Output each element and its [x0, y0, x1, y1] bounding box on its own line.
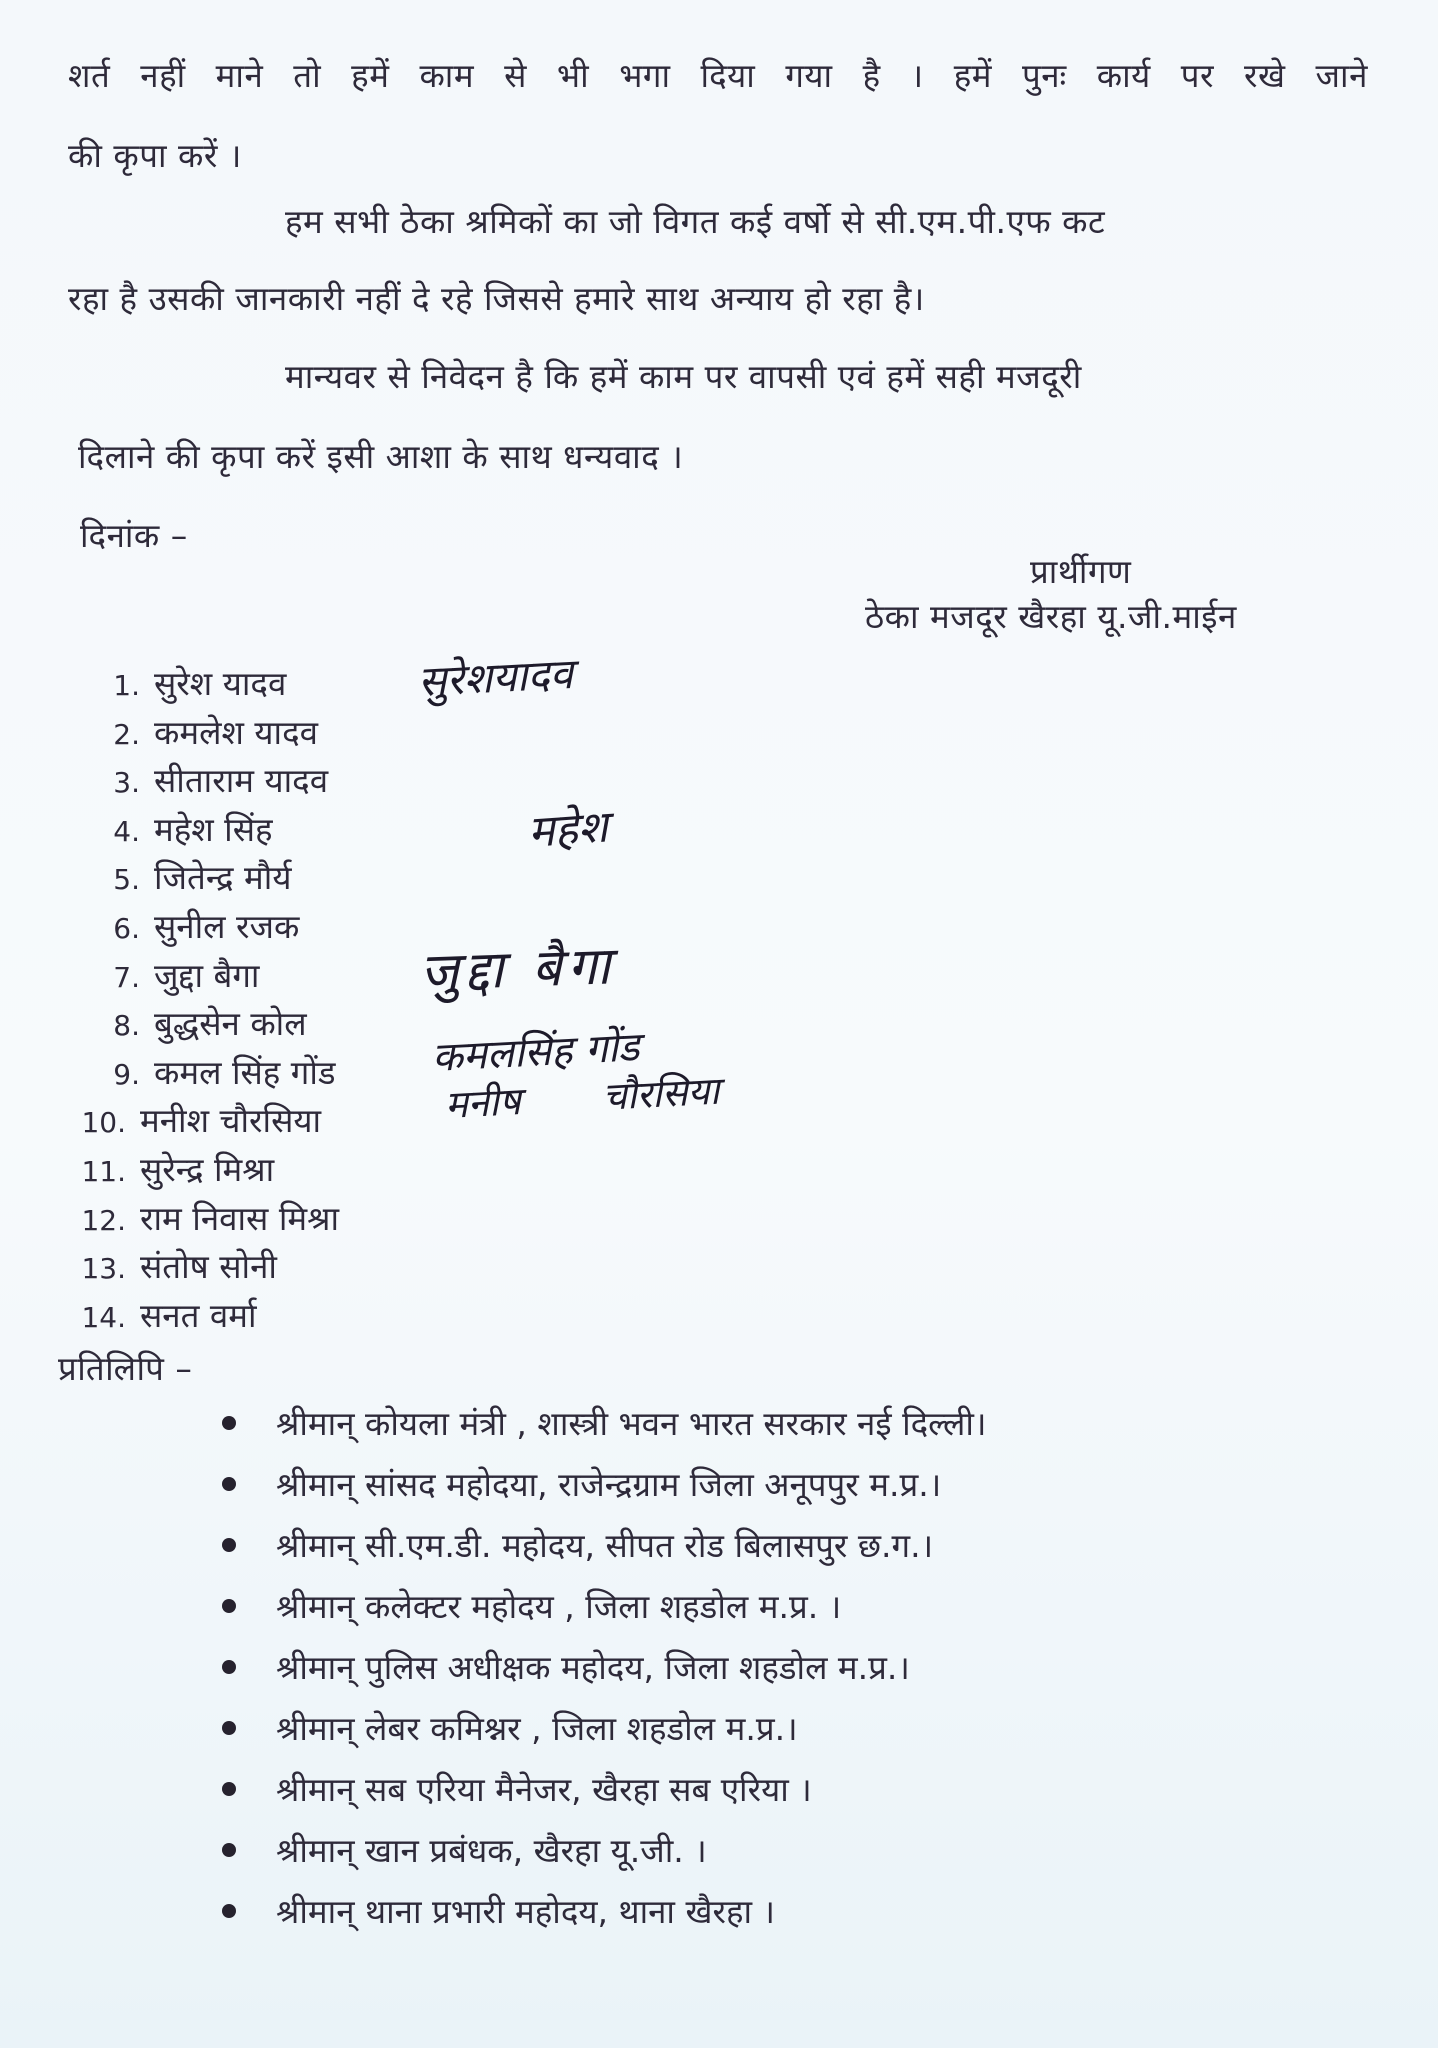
- copy-label: प्रतिलिपि –: [58, 1349, 193, 1388]
- worker-name: राम निवास मिश्रा: [140, 1198, 340, 1238]
- worker-number: 2.: [113, 717, 140, 751]
- worker-list-item: [92, 709, 318, 754]
- paragraph-1-word: भी: [556, 56, 590, 95]
- worker-list-item: [92, 806, 273, 851]
- paragraph-1-word: तो: [293, 56, 322, 95]
- worker-number: 3.: [113, 766, 140, 800]
- worker-number: 9.: [113, 1057, 140, 1091]
- worker-name: संतोष सोनी: [140, 1247, 277, 1287]
- signature-1: सुरेशयादव: [416, 648, 575, 706]
- worker-name: बुद्धसेन कोल: [154, 1004, 307, 1044]
- copy-recipient: श्रीमान् कोयला मंत्री , शास्त्री भवन भारत सरकार नई दिल्ली।: [276, 1404, 987, 1443]
- worker-name: सुरेश यादव: [154, 664, 287, 703]
- worker-list-item: [92, 757, 328, 802]
- worker-name: सुरेन्द्र मिश्रा: [140, 1150, 275, 1189]
- paragraph-1-word: माने: [215, 56, 264, 95]
- paragraph-1-word: रखे: [1244, 56, 1286, 95]
- copy-list-item: [222, 1766, 812, 1811]
- worker-list-item: [92, 952, 259, 997]
- worker-list-item: [92, 854, 291, 899]
- copy-recipient: श्रीमान् थाना प्रभारी महोदय, थाना खैरहा ।: [276, 1892, 776, 1931]
- worker-number: 12.: [81, 1203, 126, 1237]
- worker-number: 4.: [113, 814, 140, 848]
- copy-list-item: [222, 1827, 707, 1872]
- paragraph-1-word: ।: [910, 56, 924, 95]
- worker-list-item: [78, 1146, 274, 1191]
- copy-list-item: [222, 1461, 941, 1506]
- paragraph-1-word: है: [862, 56, 881, 95]
- bullet-icon: [222, 1660, 236, 1674]
- worker-name: सनत वर्मा: [140, 1295, 257, 1335]
- copy-recipient: श्रीमान् सब एरिया मैनेजर, खैरहा सब एरिया ।: [276, 1770, 812, 1809]
- bullet-icon: [222, 1782, 236, 1796]
- worker-number: 11.: [81, 1155, 126, 1188]
- paragraph-2-line-1: हम सभी ठेका श्रमिकों का जो विगत कई वर्षो से सी.एम.पी.एफ कट: [285, 202, 1106, 241]
- worker-list-item: [92, 660, 286, 705]
- paragraph-1-word: काम: [419, 56, 475, 95]
- paragraph-1-word: दिया: [700, 56, 756, 95]
- copy-recipient: श्रीमान् पुलिस अधीक्षक महोदय, जिला शहडोल म.प्र.।: [276, 1648, 910, 1687]
- worker-name: जुद्दा बैगा: [154, 955, 260, 995]
- bullet-icon: [222, 1599, 236, 1613]
- applicants-title: प्रार्थीगण: [1030, 552, 1132, 591]
- worker-number: 5.: [113, 863, 140, 897]
- bullet-icon: [222, 1843, 236, 1857]
- copy-recipient: श्रीमान् सी.एम.डी. महोदय, सीपत रोड बिलासपुर छ.ग.।: [276, 1526, 934, 1565]
- worker-list-item: [78, 1097, 321, 1142]
- worker-name: सीताराम यादव: [154, 761, 329, 801]
- copy-list-item: [222, 1522, 933, 1567]
- copy-recipient: श्रीमान् खान प्रबंधक, खैरहा यू.जी. ।: [276, 1831, 707, 1870]
- date-label: दिनांक –: [80, 516, 188, 555]
- paragraph-1-word: कार्य: [1096, 56, 1151, 95]
- worker-list-item: [78, 1195, 339, 1240]
- bullet-icon: [222, 1477, 236, 1491]
- paragraph-1-word: हमें: [953, 56, 992, 95]
- signature-4: महेश: [526, 801, 610, 858]
- copy-list-item: [222, 1400, 986, 1445]
- signature-7: जुद्दा बैगा: [419, 936, 618, 1003]
- paragraph-3-line-1: मान्यवर से निवेदन है कि हमें काम पर वापसी एवं हमें सही मजदूरी: [285, 357, 1082, 396]
- copy-recipient: श्रीमान् लेबर कमिश्नर , जिला शहडोल म.प्र.।: [276, 1709, 798, 1748]
- copy-list-item: [222, 1583, 841, 1628]
- worker-number: 8.: [113, 1009, 140, 1043]
- paragraph-1-word: हमें: [351, 56, 390, 95]
- signature-10: मनीष चौरसिया: [443, 1068, 721, 1127]
- paragraph-1-line-2: की कृपा करें ।: [68, 136, 242, 175]
- worker-list-item: [92, 1049, 336, 1094]
- bullet-icon: [222, 1416, 236, 1430]
- worker-name: महेश सिंह: [154, 809, 273, 849]
- worker-number: 1.: [113, 669, 140, 702]
- paragraph-1-word: शर्त: [68, 56, 111, 95]
- worker-number: 6.: [113, 912, 140, 945]
- signature-9: कमलसिंह गोंड: [430, 1024, 641, 1081]
- applicants-group: ठेका मजदूर खैरहा यू.जी.माईन: [865, 597, 1237, 636]
- bullet-icon: [222, 1721, 236, 1735]
- paragraph-1-word: नहीं: [140, 56, 186, 95]
- worker-name: जितेन्द्र मौर्य: [154, 858, 292, 898]
- worker-name: कमल सिंह गोंड: [154, 1052, 336, 1092]
- copy-recipient: श्रीमान् कलेक्टर महोदय , जिला शहडोल म.प्र. ।: [276, 1587, 842, 1626]
- worker-number: 14.: [81, 1300, 126, 1334]
- paragraph-1-word: भगा: [619, 56, 671, 95]
- worker-number: 13.: [81, 1252, 126, 1286]
- worker-list-item: [92, 1000, 307, 1045]
- copy-recipient: श्रीमान् सांसद महोदया, राजेन्द्रग्राम जिला अनूपपुर म.प्र.।: [276, 1465, 942, 1504]
- paragraph-1-word: जाने: [1315, 56, 1368, 95]
- worker-list-item: [78, 1292, 257, 1337]
- worker-list-item: [92, 903, 299, 948]
- copy-list-item: [222, 1644, 910, 1689]
- worker-number: 7.: [113, 960, 140, 994]
- paragraph-1-word: पर: [1180, 56, 1215, 95]
- worker-list-item: [78, 1243, 277, 1288]
- worker-name: मनीश चौरसिया: [140, 1101, 322, 1141]
- paragraph-1-line-1: [68, 52, 1368, 97]
- paragraph-2-line-2: रहा है उसकी जानकारी नहीं दे रहे जिससे हमारे साथ अन्याय हो रहा है।: [68, 279, 925, 318]
- worker-name: कमलेश यादव: [154, 712, 318, 752]
- bullet-icon: [222, 1538, 236, 1552]
- copy-list-item: [222, 1705, 798, 1750]
- bullet-icon: [222, 1904, 236, 1918]
- paragraph-1-word: पुनः: [1021, 56, 1067, 95]
- paragraph-1-word: गया: [785, 56, 833, 95]
- worker-number: 10.: [81, 1106, 126, 1140]
- paragraph-3-line-2: दिलाने की कृपा करें इसी आशा के साथ धन्यवाद ।: [78, 437, 684, 476]
- worker-name: सुनील रजक: [154, 907, 300, 946]
- paragraph-1-word: से: [504, 56, 527, 95]
- copy-list-item: [222, 1888, 775, 1933]
